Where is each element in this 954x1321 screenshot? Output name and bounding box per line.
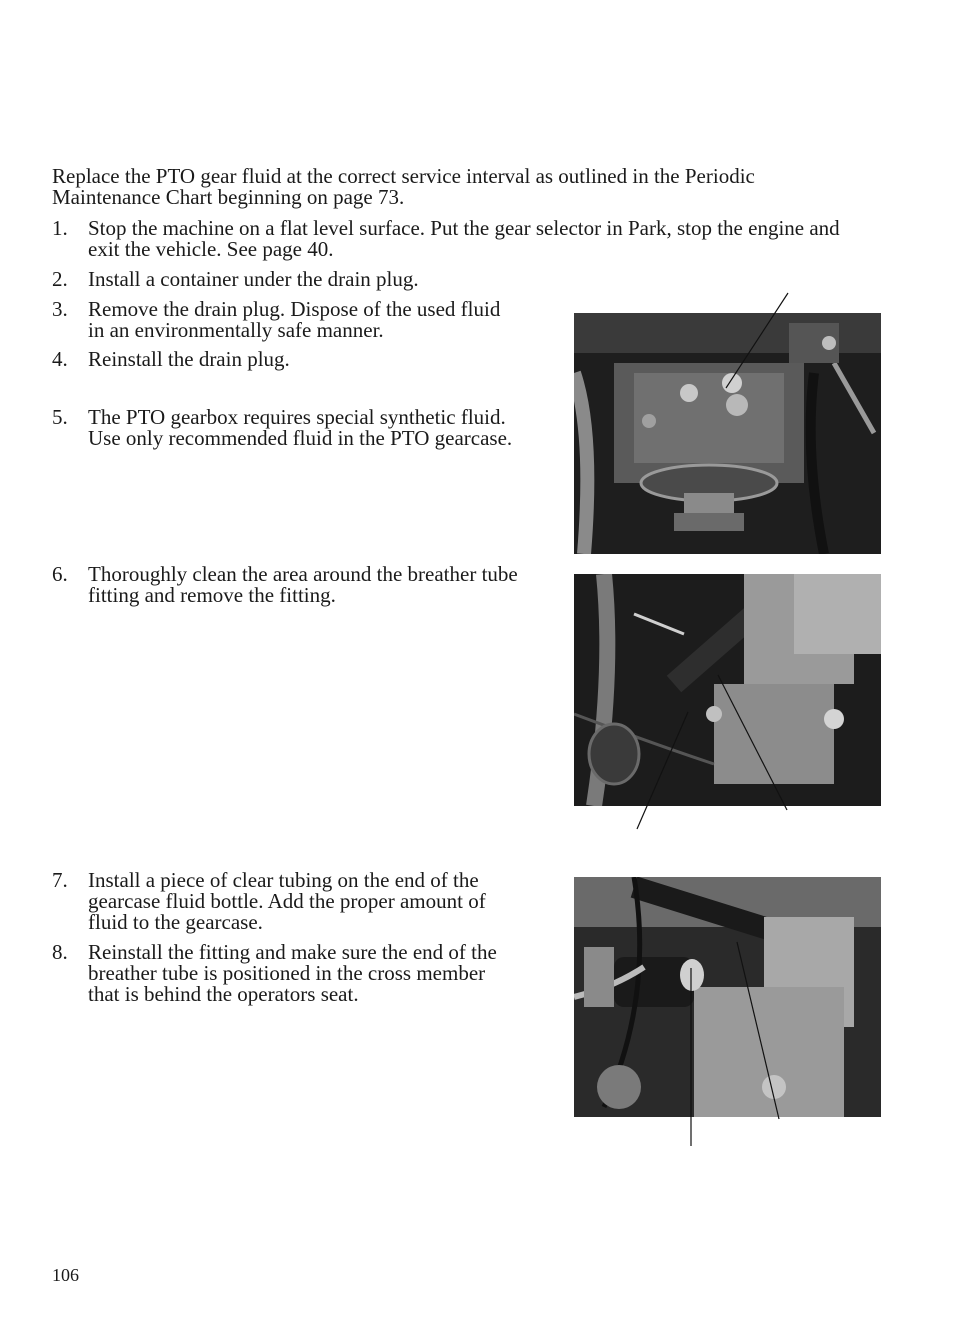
step-2-number: 2. (52, 267, 68, 291)
step-7-line-2: gearcase fluid bottle. Add the proper amount of (88, 889, 486, 913)
intro-line-2: Maintenance Chart beginning on page 73. (52, 185, 405, 209)
step-5-line-1: The PTO gearbox requires special synthetic fluid. (88, 405, 506, 429)
step-6-line-1: Thoroughly clean the area around the breather tube (88, 562, 518, 586)
step-2-line-1: Install a container under the drain plug. (88, 267, 419, 291)
pto-gearbox-drain-plug-photo (574, 313, 881, 554)
page-number: 106 (52, 1265, 79, 1285)
breather-tube-fitting-photo (574, 574, 881, 806)
step-6-number: 6. (52, 562, 68, 586)
step-5-line-2: Use only recommended fluid in the PTO gearcase. (88, 426, 513, 450)
step-1-line-1: Stop the machine on a flat level surface. Put the gear selector in Park, stop the engine and (88, 216, 840, 240)
step-8-number: 8. (52, 940, 68, 964)
step-3-line-2: in an environmentally safe manner. (88, 318, 384, 342)
step-7-line-1: Install a piece of clear tubing on the end of the (88, 868, 479, 892)
intro-line-1: Replace the PTO gear fluid at the correct service interval as outlined in the Periodic (52, 164, 755, 188)
step-1-number: 1. (52, 216, 68, 240)
step-4-number: 4. (52, 347, 68, 371)
step-6-line-2: fitting and remove the fitting. (88, 583, 336, 607)
step-5-number: 5. (52, 405, 68, 429)
gearcase-fill-tubing-photo (574, 877, 881, 1117)
step-7-number: 7. (52, 868, 68, 892)
step-7-line-3: fluid to the gearcase. (88, 910, 263, 934)
step-8-line-3: that is behind the operators seat. (88, 982, 359, 1006)
step-3-number: 3. (52, 297, 68, 321)
step-4-line-1: Reinstall the drain plug. (88, 347, 290, 371)
step-3-line-1: Remove the drain plug. Dispose of the used fluid (88, 297, 501, 321)
step-1-line-2: exit the vehicle. See page 40. (88, 237, 334, 261)
step-8-line-2: breather tube is positioned in the cross member (88, 961, 486, 985)
step-8-line-1: Reinstall the fitting and make sure the end of the (88, 940, 497, 964)
